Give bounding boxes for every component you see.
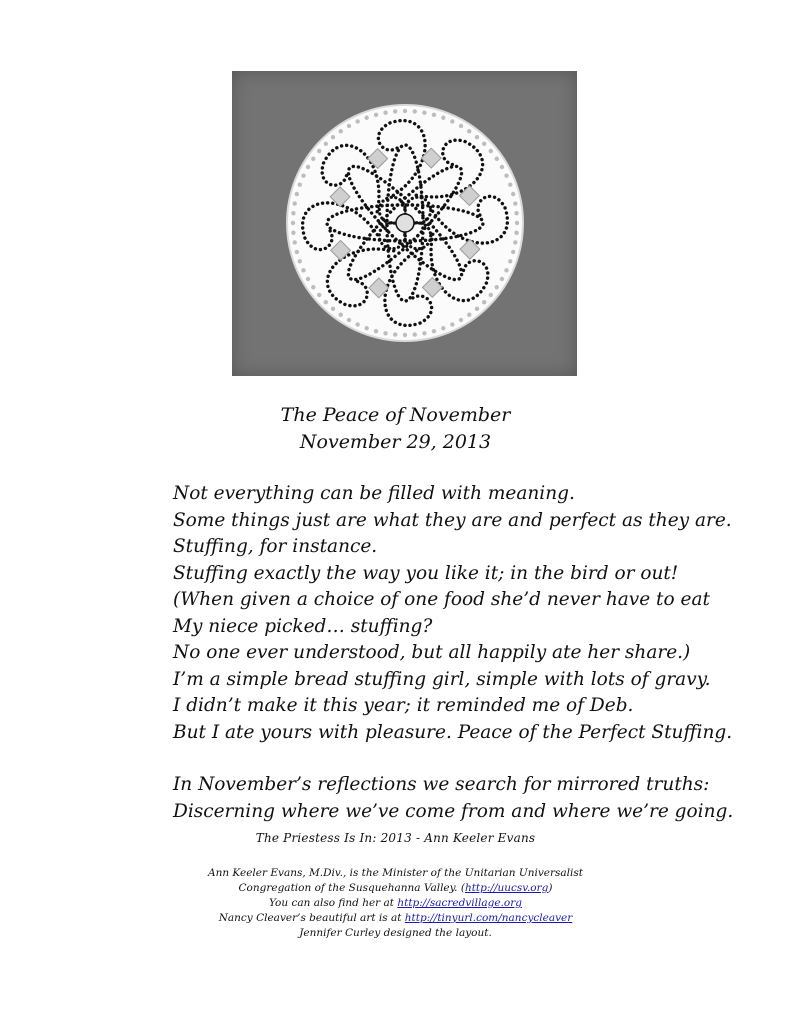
poem (173, 481, 733, 825)
poem-line: My niece picked… stuffing? (173, 615, 433, 637)
credits-text: ) (548, 882, 553, 894)
poem-line: (When given a choice of one food she’d never have to eat (173, 589, 710, 610)
poem-line: In November’s reflections we search for mirrored truths: (173, 774, 710, 795)
header (0, 402, 791, 456)
credits-text: Congregation of the Susquehanna Valley. ( (238, 882, 465, 894)
poem-line: I didn’t make it this year; it reminded me of Deb. (173, 695, 634, 716)
poem-line: Discerning where we’ve come from and where we’re going. (173, 800, 734, 822)
poem-line: Stuffing exactly the way you like it; in the bird or out! (173, 562, 679, 584)
mandala-icon (232, 71, 577, 376)
poem-line: Stuffing, for instance. (173, 536, 378, 557)
signature: The Priestess Is In: 2013 - Ann Keeler Evans (255, 831, 536, 845)
credits-line (0, 881, 791, 896)
page-date: November 29, 2013 (299, 431, 492, 453)
sacredvillage-link[interactable]: http://sacredvillage.org (397, 897, 522, 909)
credits-line: Ann Keeler Evans, M.Div., is the Minister of the Unitarian Universalist (207, 867, 583, 879)
credits-line: Jennifer Curley designed the layout. (299, 927, 492, 939)
credits-line (0, 911, 791, 926)
nancycleaver-link[interactable]: http://tinyurl.com/nancycleaver (404, 912, 573, 924)
poem-line: Not everything can be filled with meaning. (173, 483, 575, 504)
poem-line: But I ate yours with pleasure. Peace of the Perfect Stuffing. (173, 721, 733, 743)
credits (0, 866, 791, 941)
stanza-break (173, 746, 733, 772)
page-title: The Peace of November (280, 404, 511, 426)
poem-line: I’m a simple bread stuffing girl, simple with lots of gravy. (173, 668, 711, 690)
uucsv-link[interactable]: http://uucsv.org (464, 882, 549, 894)
poem-line: Some things just are what they are and perfect as they are. (173, 509, 732, 531)
poem-line: No one ever understood, but all happily ate her share.) (173, 642, 691, 663)
credits-text: You can also find her at (269, 897, 398, 909)
credits-text: Nancy Cleaver’s beautiful art is at (218, 912, 405, 924)
mandala-artwork-frame (232, 71, 577, 376)
credits-line (0, 896, 791, 911)
